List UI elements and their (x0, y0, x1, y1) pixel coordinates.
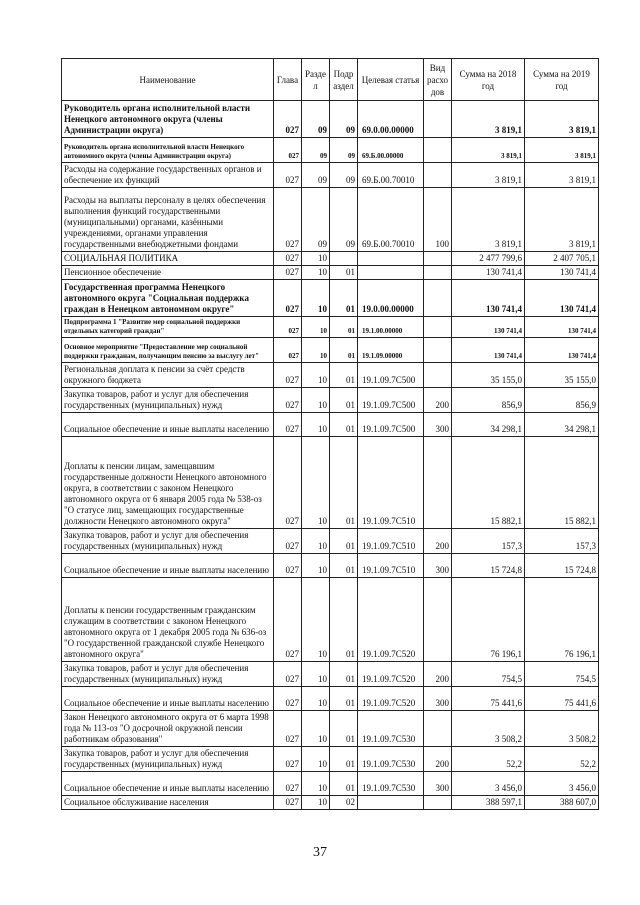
cell-celevaya: 19.1.09.7С530 (358, 747, 424, 772)
cell-celevaya (358, 266, 424, 280)
budget-table (61, 58, 599, 810)
cell-vid (424, 252, 452, 266)
cell-sum2018: 15 724,8 (452, 554, 525, 578)
cell-podrazdel: 01 (330, 437, 358, 529)
cell-sum2019: 3 819,1 (525, 163, 599, 188)
cell-podrazdel: 01 (330, 578, 358, 662)
cell-razdel: 10 (302, 554, 330, 578)
cell-podrazdel (330, 252, 358, 266)
table-row (62, 280, 599, 317)
table-row (62, 266, 599, 280)
header-sum2019: Сумма на 2019 год (525, 59, 599, 101)
header-sum2018: Сумма на 2018 год (452, 59, 525, 101)
cell-name: Социальное обеспечение и иные выплаты населению (62, 413, 274, 437)
cell-name: Закупка товаров, работ и услуг для обеспечения государственных (муниципальных) нужд (62, 388, 274, 413)
cell-razdel: 09 (302, 163, 330, 188)
cell-vid: 200 (424, 747, 452, 772)
cell-vid (424, 338, 452, 363)
cell-vid: 300 (424, 413, 452, 437)
cell-celevaya: 19.1.09.7С530 (358, 711, 424, 747)
cell-celevaya (358, 796, 424, 810)
cell-podrazdel: 09 (330, 101, 358, 138)
cell-podrazdel: 01 (330, 413, 358, 437)
cell-sum2018: 75 441,6 (452, 687, 525, 711)
cell-razdel: 10 (302, 747, 330, 772)
cell-celevaya: 19.1.09.7С500 (358, 413, 424, 437)
cell-sum2019: 34 298,1 (525, 413, 599, 437)
cell-celevaya: 19.1.00.00000 (358, 317, 424, 338)
cell-celevaya: 19.1.09.7С500 (358, 363, 424, 388)
cell-sum2019: 130 741,4 (525, 280, 599, 317)
cell-razdel: 10 (302, 338, 330, 363)
cell-razdel: 09 (302, 138, 330, 163)
header-name: Наименование (62, 59, 274, 101)
cell-sum2019: 130 741,4 (525, 266, 599, 280)
cell-celevaya: 19.1.09.00000 (358, 338, 424, 363)
cell-celevaya: 19.1.09.7С520 (358, 687, 424, 711)
cell-podrazdel: 01 (330, 280, 358, 317)
cell-celevaya: 69.Б.00.70010 (358, 163, 424, 188)
cell-glava: 027 (274, 796, 302, 810)
cell-glava: 027 (274, 163, 302, 188)
cell-glava: 027 (274, 252, 302, 266)
cell-podrazdel: 01 (330, 363, 358, 388)
cell-sum2019: 35 155,0 (525, 363, 599, 388)
cell-sum2018: 388 597,1 (452, 796, 525, 810)
table-row (62, 796, 599, 810)
cell-vid (424, 363, 452, 388)
cell-vid (424, 163, 452, 188)
cell-sum2019: 15 724,8 (525, 554, 599, 578)
cell-sum2018: 856,9 (452, 388, 525, 413)
cell-sum2019: 76 196,1 (525, 578, 599, 662)
cell-sum2018: 157,3 (452, 529, 525, 554)
cell-glava: 027 (274, 772, 302, 796)
cell-name: Региональная доплата к пенсии за счёт средств окружного бюджета (62, 363, 274, 388)
cell-glava: 027 (274, 138, 302, 163)
cell-vid: 200 (424, 388, 452, 413)
cell-glava: 027 (274, 529, 302, 554)
cell-name: Основное мероприятие "Предоставление мер социальной поддержки гражданам, получающим пенсию за выслугу лет" (62, 338, 274, 363)
cell-sum2018: 130 741,4 (452, 338, 525, 363)
cell-vid: 200 (424, 529, 452, 554)
cell-glava: 027 (274, 413, 302, 437)
table-row (62, 413, 599, 437)
table-row (62, 747, 599, 772)
cell-vid: 300 (424, 772, 452, 796)
table-row (62, 554, 599, 578)
cell-glava: 027 (274, 266, 302, 280)
cell-sum2018: 130 741,4 (452, 280, 525, 317)
cell-podrazdel: 09 (330, 138, 358, 163)
header-glava: Глава (274, 59, 302, 101)
cell-celevaya: 69.Б.00.00000 (358, 138, 424, 163)
table-row (62, 687, 599, 711)
cell-razdel: 10 (302, 413, 330, 437)
cell-razdel: 09 (302, 188, 330, 252)
cell-name: Подпрограмма 1 "Развитие мер социальной поддержки отдельных категорий граждан" (62, 317, 274, 338)
cell-razdel: 10 (302, 317, 330, 338)
cell-razdel: 10 (302, 687, 330, 711)
cell-name: Социальное обслуживание населения (62, 796, 274, 810)
cell-name: СОЦИАЛЬНАЯ ПОЛИТИКА (62, 252, 274, 266)
cell-razdel: 10 (302, 363, 330, 388)
cell-vid (424, 101, 452, 138)
header-podrazdel: Подр аздел (330, 59, 358, 101)
cell-celevaya: 19.1.09.7С500 (358, 388, 424, 413)
cell-vid: 100 (424, 188, 452, 252)
cell-glava: 027 (274, 388, 302, 413)
cell-razdel: 10 (302, 437, 330, 529)
cell-glava: 027 (274, 662, 302, 687)
cell-vid (424, 437, 452, 529)
cell-podrazdel: 01 (330, 711, 358, 747)
cell-glava: 027 (274, 188, 302, 252)
cell-name: Закупка товаров, работ и услуг для обеспечения государственных (муниципальных) нужд (62, 747, 274, 772)
cell-name: Социальное обеспечение и иные выплаты населению (62, 554, 274, 578)
cell-name: Пенсионное обеспечение (62, 266, 274, 280)
cell-sum2019: 15 882,1 (525, 437, 599, 529)
cell-razdel: 10 (302, 711, 330, 747)
cell-razdel: 10 (302, 280, 330, 317)
cell-podrazdel: 01 (330, 388, 358, 413)
cell-sum2018: 130 741,4 (452, 317, 525, 338)
cell-sum2019: 3 819,1 (525, 101, 599, 138)
table-row (62, 138, 599, 163)
cell-name: Закупка товаров, работ и услуг для обеспечения государственных (муниципальных) нужд (62, 662, 274, 687)
cell-podrazdel: 01 (330, 772, 358, 796)
cell-sum2018: 15 882,1 (452, 437, 525, 529)
cell-podrazdel: 09 (330, 188, 358, 252)
cell-sum2018: 3 819,1 (452, 163, 525, 188)
cell-vid (424, 266, 452, 280)
cell-podrazdel: 01 (330, 687, 358, 711)
cell-sum2019: 388 607,0 (525, 796, 599, 810)
table-row (62, 188, 599, 252)
table-row (62, 578, 599, 662)
table-row (62, 338, 599, 363)
cell-glava: 027 (274, 578, 302, 662)
cell-name: Государственная программа Ненецкого автономного округа "Социальная поддержка граждан в Ненецком автономном округе" (62, 280, 274, 317)
cell-celevaya: 19.1.09.7С520 (358, 578, 424, 662)
cell-razdel: 10 (302, 662, 330, 687)
cell-glava: 027 (274, 437, 302, 529)
cell-razdel: 10 (302, 796, 330, 810)
cell-celevaya: 19.1.09.7С520 (358, 662, 424, 687)
cell-razdel: 10 (302, 772, 330, 796)
cell-sum2019: 3 456,0 (525, 772, 599, 796)
cell-glava: 027 (274, 554, 302, 578)
cell-sum2019: 75 441,6 (525, 687, 599, 711)
cell-podrazdel: 01 (330, 529, 358, 554)
header-vid: Вид расхо дов (424, 59, 452, 101)
table-body (62, 101, 599, 810)
cell-podrazdel: 01 (330, 266, 358, 280)
cell-vid (424, 578, 452, 662)
cell-podrazdel: 01 (330, 554, 358, 578)
cell-celevaya: 19.0.00.00000 (358, 280, 424, 317)
cell-sum2018: 35 155,0 (452, 363, 525, 388)
cell-razdel: 10 (302, 266, 330, 280)
cell-sum2018: 3 456,0 (452, 772, 525, 796)
table-row (62, 101, 599, 138)
cell-vid (424, 317, 452, 338)
cell-glava: 027 (274, 101, 302, 138)
cell-razdel: 09 (302, 101, 330, 138)
cell-celevaya (358, 252, 424, 266)
cell-sum2019: 2 407 705,1 (525, 252, 599, 266)
cell-vid (424, 711, 452, 747)
header-celevaya: Целевая статья (358, 59, 424, 101)
page-number: 37 (313, 845, 327, 860)
cell-podrazdel: 01 (330, 662, 358, 687)
cell-podrazdel: 01 (330, 338, 358, 363)
header-razdel: Разде л (302, 59, 330, 101)
cell-sum2018: 2 477 799,6 (452, 252, 525, 266)
cell-vid (424, 280, 452, 317)
cell-vid: 200 (424, 662, 452, 687)
cell-celevaya: 19.1.09.7С510 (358, 529, 424, 554)
cell-sum2018: 3 819,1 (452, 101, 525, 138)
cell-glava: 027 (274, 363, 302, 388)
cell-podrazdel: 02 (330, 796, 358, 810)
cell-sum2019: 157,3 (525, 529, 599, 554)
cell-glava: 027 (274, 280, 302, 317)
cell-glava: 027 (274, 338, 302, 363)
table-row (62, 711, 599, 747)
cell-celevaya: 69.Б.00.70010 (358, 188, 424, 252)
cell-razdel: 10 (302, 578, 330, 662)
cell-celevaya: 19.1.09.7С530 (358, 772, 424, 796)
table-row (62, 772, 599, 796)
cell-name: Руководитель органа исполнительной власти Ненецкого автономного округа (члены Администрации округа) (62, 138, 274, 163)
cell-vid: 300 (424, 554, 452, 578)
cell-glava: 027 (274, 687, 302, 711)
cell-sum2018: 754,5 (452, 662, 525, 687)
cell-celevaya: 69.0.00.00000 (358, 101, 424, 138)
cell-vid (424, 138, 452, 163)
cell-name: Руководитель органа исполнительной власти Ненецкого автономного округа (члены Администрации округа) (62, 101, 274, 138)
cell-sum2019: 130 741,4 (525, 317, 599, 338)
table-row (62, 363, 599, 388)
cell-celevaya: 19.1.09.7С510 (358, 554, 424, 578)
cell-sum2019: 3 819,1 (525, 188, 599, 252)
cell-name: Закупка товаров, работ и услуг для обеспечения государственных (муниципальных) нужд (62, 529, 274, 554)
cell-name: Социальное обеспечение и иные выплаты населению (62, 687, 274, 711)
cell-name: Расходы на выплаты персоналу в целях обеспечения выполнения функций государственными (муниципальными) органами, казёнными учреждениями, органами управления государственными внебюджетными фондами (62, 188, 274, 252)
cell-sum2018: 3 819,1 (452, 138, 525, 163)
cell-name: Закон Ненецкого автономного округа от 6 марта 1998 года № 113-оз "О досрочной окружной пенсии работникам образования" (62, 711, 274, 747)
cell-razdel: 10 (302, 529, 330, 554)
cell-sum2018: 130 741,4 (452, 266, 525, 280)
cell-name: Расходы на содержание государственных органов и обеспечение их функций (62, 163, 274, 188)
cell-name: Доплаты к пенсии лицам, замещавшим государственные должности Ненецкого автономного округа, в соответствии с законом Ненецкого автономного округа от 6 января 2005 года № 538-оз "О статусе лиц, замещающих государственные должности Ненецкого автономного округа" (62, 437, 274, 529)
cell-sum2019: 130 741,4 (525, 338, 599, 363)
table-row (62, 252, 599, 266)
cell-sum2018: 3 508,2 (452, 711, 525, 747)
table-row (62, 437, 599, 529)
cell-sum2019: 3 508,2 (525, 711, 599, 747)
table-row (62, 662, 599, 687)
cell-podrazdel: 01 (330, 317, 358, 338)
cell-razdel: 10 (302, 252, 330, 266)
cell-glava: 027 (274, 711, 302, 747)
header-row (62, 59, 599, 101)
cell-vid: 300 (424, 687, 452, 711)
cell-celevaya: 19.1.09.7С510 (358, 437, 424, 529)
cell-glava: 027 (274, 747, 302, 772)
cell-sum2019: 52,2 (525, 747, 599, 772)
cell-sum2019: 3 819,1 (525, 138, 599, 163)
cell-vid (424, 796, 452, 810)
cell-podrazdel: 09 (330, 163, 358, 188)
table-row (62, 388, 599, 413)
cell-sum2018: 76 196,1 (452, 578, 525, 662)
cell-sum2019: 754,5 (525, 662, 599, 687)
cell-podrazdel: 01 (330, 747, 358, 772)
cell-sum2018: 52,2 (452, 747, 525, 772)
cell-sum2018: 3 819,1 (452, 188, 525, 252)
table-row (62, 163, 599, 188)
cell-name: Доплаты к пенсии государственным гражданским служащим в соответствии с законом Ненецкого автономного округа от 1 декабря 2005 года № 636-оз "О государственной гражданской службе Ненецкого автономного округа" (62, 578, 274, 662)
cell-sum2018: 34 298,1 (452, 413, 525, 437)
cell-sum2019: 856,9 (525, 388, 599, 413)
table-row (62, 317, 599, 338)
table-row (62, 529, 599, 554)
cell-name: Социальное обеспечение и иные выплаты населению (62, 772, 274, 796)
cell-glava: 027 (274, 317, 302, 338)
cell-razdel: 10 (302, 388, 330, 413)
